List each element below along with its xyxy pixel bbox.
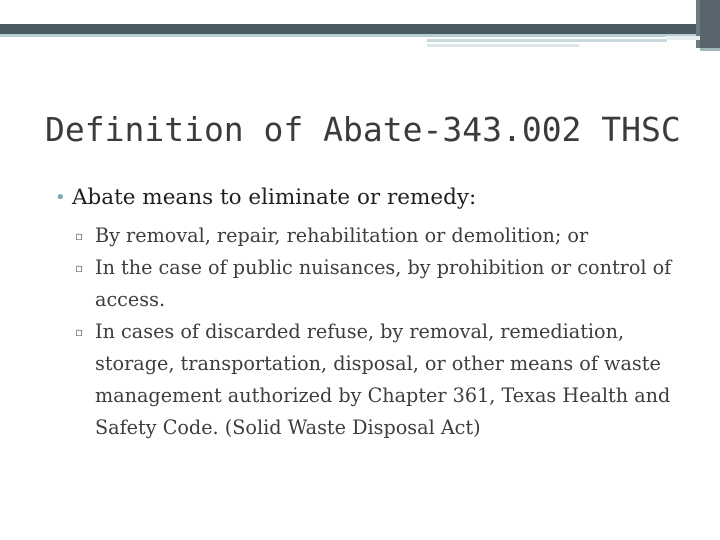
sub-bullet-text: In cases of discarded refuse, by removal, remediation, storage, transportation, disposal, or other means of waste management authorized by Chapter 361, Texas Health and Safety Code. (Solid Waste Disposal Act) — [95, 320, 671, 439]
bullet-dot-icon: • — [55, 187, 66, 208]
header-accent-line — [0, 34, 700, 37]
sub-bullet-list — [55, 220, 695, 444]
header-bar — [0, 24, 700, 34]
sub-bullet-text: By removal, repair, rehabilitation or demolition; or — [95, 224, 589, 247]
corner-bar — [700, 0, 720, 48]
square-bullet-icon: ▫ — [75, 261, 84, 275]
sub-bullet-item — [75, 220, 695, 252]
square-bullet-icon: ▫ — [75, 325, 84, 339]
bullet-text: Abate means to eliminate or remedy: — [72, 185, 477, 210]
decor-stripe — [666, 36, 700, 40]
slide-body — [55, 182, 695, 444]
decor-stripe — [427, 44, 579, 47]
square-bullet-icon: ▫ — [75, 229, 84, 243]
sub-bullet-item — [75, 316, 695, 444]
bullet-item — [55, 182, 695, 214]
corner-accent-line — [700, 48, 720, 51]
sub-bullet-text: In the case of public nuisances, by prohibition or control of access. — [95, 256, 672, 311]
decor-stripe — [427, 39, 667, 42]
sub-bullet-item — [75, 252, 695, 316]
slide-title: Definition of Abate-343.002 THSC — [45, 110, 681, 149]
